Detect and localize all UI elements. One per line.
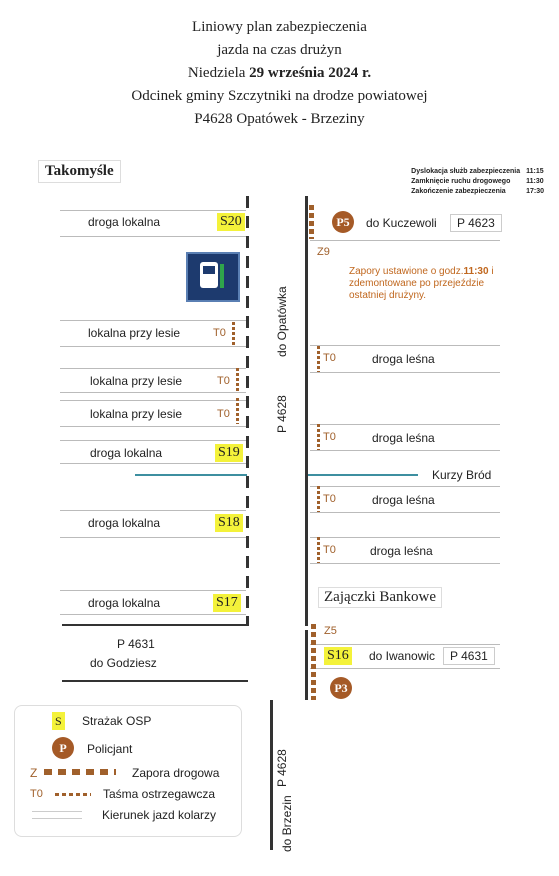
right-road-label: droga leśna <box>372 493 435 507</box>
road-line <box>60 614 246 615</box>
main-road-right-edge <box>305 196 308 626</box>
strazak-badge-s17: S17 <box>213 594 241 612</box>
header-line3-text: Niedziela <box>187 65 250 81</box>
direction-godziesz: do Godziesz <box>90 656 157 670</box>
policjant-badge-p3: P3 <box>330 677 352 699</box>
tasma-marker <box>236 398 239 424</box>
legend-zapora-icon <box>44 769 116 775</box>
legend-t-label: Taśma ostrzegawcza <box>103 787 216 801</box>
note-text-2: i zdemontowane po przejeździe ostatniej drużyny. <box>349 266 494 301</box>
road-line <box>310 668 500 669</box>
tasma-marker <box>317 537 320 563</box>
left-road-label: droga lokalna <box>90 446 163 460</box>
schedule-row <box>408 177 547 187</box>
schedule-row <box>408 187 547 197</box>
header-line4: Odcinek gminy Szczytniki na drodze powiatowej <box>131 88 428 104</box>
road-line <box>60 320 246 321</box>
road-line <box>310 512 500 513</box>
schedule-label: Zakończenie zabezpieczenia <box>411 188 506 195</box>
tasma-label: T0 <box>323 431 336 443</box>
road-line <box>310 450 500 451</box>
note-text: Zapory ustawione o godz. <box>349 266 464 277</box>
legend-arrow-icon <box>32 811 82 819</box>
tasma-marker <box>232 322 235 346</box>
legend-z-label: Zapora drogowa <box>132 766 220 780</box>
strazak-badge-s20: S20 <box>217 213 245 231</box>
schedule-time: 17:30 <box>526 188 544 195</box>
legend-t-letter: T0 <box>30 788 43 800</box>
road-line <box>310 424 500 425</box>
schedule-label: Dyslokacja służb zabezpieczenia <box>411 168 521 175</box>
right-road-label: droga leśna <box>372 352 435 366</box>
road-line <box>60 537 246 538</box>
tasma-label: T0 <box>217 408 230 420</box>
left-road-label: droga lokalna <box>88 215 161 229</box>
main-road-south-right <box>305 630 308 700</box>
road-line <box>60 590 246 591</box>
road-line <box>60 463 246 464</box>
tasma-label: T0 <box>213 327 226 339</box>
zapora-label-z9: Z9 <box>317 246 330 258</box>
road-p4631-top <box>62 624 248 626</box>
header-line5: P4628 Opatówek - Brzeziny <box>194 111 365 127</box>
river-left <box>135 474 247 476</box>
header-line3 <box>0 62 559 85</box>
left-road-label: droga lokalna <box>88 516 161 530</box>
road-number-p4628: P 4628 <box>275 395 289 433</box>
policjant-badge-p5: P5 <box>332 211 354 233</box>
road-line <box>60 510 246 511</box>
left-road-label: lokalna przy lesie <box>88 326 181 340</box>
tasma-marker <box>317 486 320 512</box>
strazak-badge-s18: S18 <box>215 514 243 532</box>
gas-station-icon <box>186 252 240 302</box>
road-line <box>60 400 246 401</box>
schedule-time: 11:30 <box>526 178 544 185</box>
road-number-p4631-right: P 4631 <box>443 647 495 665</box>
schedule-row <box>408 167 547 177</box>
schedule-label: Zamknięcie ruchu drogowego <box>411 178 511 185</box>
zapora-marker <box>309 205 314 239</box>
main-road-south-left <box>270 700 273 850</box>
road-line <box>310 486 500 487</box>
header <box>0 16 559 131</box>
road-line <box>310 537 500 538</box>
road-line <box>60 392 246 393</box>
legend-z-letter: Z <box>30 766 38 780</box>
road-line <box>60 346 246 347</box>
town-zajaczki-bankowe: Zajączki Bankowe <box>318 587 442 608</box>
road-line <box>310 563 500 564</box>
header-line2: jazda na czas drużyn <box>217 42 342 58</box>
road-line <box>310 345 500 346</box>
legend-tasma-icon <box>55 793 91 796</box>
header-date: 29 września 2024 r. <box>249 65 372 81</box>
main-road-left-edge <box>246 196 249 626</box>
zapora-label-z5: Z5 <box>324 625 337 637</box>
direction-kuczewoli: do Kuczewoli <box>366 216 437 230</box>
tasma-marker <box>236 368 239 392</box>
legend-s-badge: S <box>52 712 65 730</box>
road-number-p4631: P 4631 <box>117 637 155 651</box>
tasma-label: T0 <box>323 352 336 364</box>
road-line <box>60 368 246 369</box>
legend-k-label: Kierunek jazd kolarzy <box>102 808 217 822</box>
direction-opatowek: do Opatówka <box>275 286 289 357</box>
tasma-marker <box>317 346 320 372</box>
legend-p-label: Policjant <box>87 742 133 756</box>
header-line1: Liniowy plan zabezpieczenia <box>192 19 367 35</box>
town-takomysle: Takomyśle <box>38 160 121 183</box>
left-road-label: lokalna przy lesie <box>90 407 183 421</box>
left-road-label: lokalna przy lesie <box>90 374 183 388</box>
road-number-p4623: P 4623 <box>450 214 502 232</box>
schedule-time: 11:15 <box>526 168 544 175</box>
note-time: 11:30 <box>463 266 489 277</box>
legend-p-badge: P <box>52 737 74 759</box>
river-right <box>308 474 418 476</box>
road-line <box>60 426 246 427</box>
direction-brzezin: do Brzezin <box>280 795 294 852</box>
road-line <box>310 240 500 241</box>
tasma-label: T0 <box>217 375 230 387</box>
strazak-badge-s16: S16 <box>324 647 352 665</box>
zapora-marker <box>311 624 316 700</box>
road-line <box>310 644 500 645</box>
road-line <box>310 372 500 373</box>
right-road-label: droga leśna <box>370 544 433 558</box>
legend-s-label: Strażak OSP <box>82 714 152 728</box>
tasma-marker <box>317 424 320 450</box>
road-line <box>60 236 246 237</box>
strazak-badge-s19: S19 <box>215 444 243 462</box>
road-line <box>60 440 246 441</box>
tasma-label: T0 <box>323 493 336 505</box>
schedule-table <box>408 167 547 197</box>
river-kurzy-brod: Kurzy Bród <box>432 468 492 482</box>
tasma-label: T0 <box>323 544 336 556</box>
road-p4631-bottom <box>62 680 248 682</box>
direction-iwanowic: do Iwanowic <box>369 649 436 663</box>
road-number-p4628-south: P 4628 <box>275 749 289 787</box>
road-line <box>60 210 246 211</box>
left-road-label: droga lokalna <box>88 596 161 610</box>
right-road-label: droga leśna <box>372 431 435 445</box>
note-zapory <box>349 266 524 302</box>
